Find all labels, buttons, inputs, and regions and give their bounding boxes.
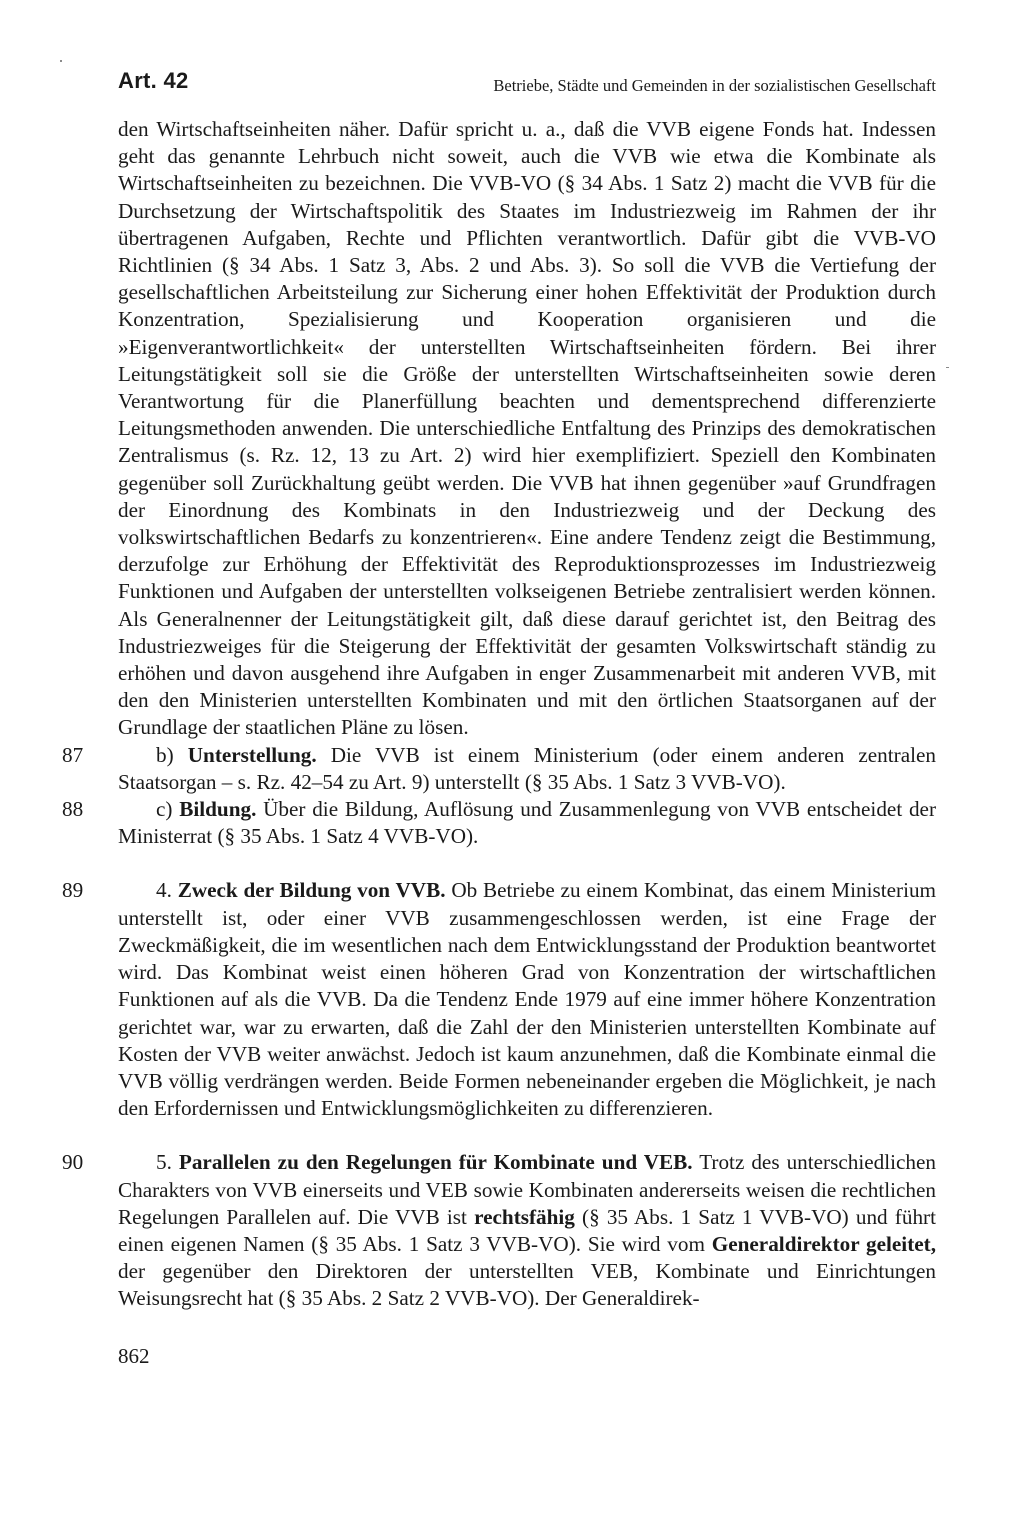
margin-number: 88	[62, 797, 84, 822]
paragraph-text: den Wirtschaftseinheiten näher. Dafür spricht u. a., daß die VVB eigene Fonds hat. Indessen geht das genannte Lehrbuch nicht soweit, auch die VVB wie etwa die Kombinate als Wirtschaftseinheiten zu bezeichnen. Die VVB-VO (§ 34 Abs. 1 Satz 2) macht die VVB für die Durchsetzung der Wirtschaftspolitik des Staates im Industriezweig im Rahmen der ihr übertragenen Aufgaben, Rechte und Pflichten verantwortlich. Dafür gibt die VVB-VO Richtlinien (§ 34 Abs. 1 Satz 3, Abs. 2 und Abs. 3). So soll die VVB die Vertiefung der gesellschaftlichen Arbeitsteilung zur Sicherung einer hohen Effektivität der Produktion durch Konzentration, Spezialisierung und Kooperation organisieren und die »Eigenverantwortlichkeit« der unterstellten Wirtschaftseinheiten fördern. Bei ihrer Leitungstätigkeit soll sie die Größe der unterstellten Wirtschaftseinheiten sowie deren Verantwortung für die Planerfüllung beachten und dementsprechend differenzierte Leitungsmethoden anwenden. Die unterschiedliche Entfaltung des Prinzips des demokratischen Zentralismus (s. Rz. 12, 13 zu Art. 2) wird hier exemplifiziert. Speziell den Kombinaten gegenüber soll Zurückhaltung geübt werden. Die VVB hat ihnen gegenüber »auf Grundfragen der Einordnung des Kombinats in den Industriezweig und der Deckung des volkswirtschaftlichen Bedarfs zu konzentrieren«. Eine andere Tendenz zeigt die Bestimmung, derzufolge zur Erhöhung der Effektivität des Reproduktionsprozesses im Industriezweig Funktionen und Aufgaben der unterstellten volkseigenen Betriebe zentralisiert werden können. Als Generalnenner der Leitungstätigkeit gilt, daß diese darauf gerichtet ist, den Beitrag des Industriezweiges für die Steigerung der Effektivität der gesamten Volkswirtschaft ständig zu erhöhen und davon ausgehend ihre Aufgaben in enger Zusammenarbeit mit anderen VVB, mit den den Ministerien unterstellten Kombinaten und mit den örtlichen Staatsorganen auf der Grundlage der staatlichen Pläne zu lösen.	[118, 117, 936, 740]
margin-number: 90	[62, 1150, 84, 1175]
scan-speck	[60, 60, 62, 62]
paragraph-text	[118, 742, 936, 796]
body-text	[62, 116, 937, 1313]
paragraph-87	[62, 742, 936, 796]
page-header	[118, 68, 936, 104]
paragraph-body: Ob Betriebe zu einem Kombinat, das einem Ministerium unterstellt ist, oder einer VVB zusammengeschlossen werden, ist eine Frage der Zweckmäßigkeit, die im wesentlichen nach dem Entwicklungsstand der Produktion beantwortet wird. Das Kombinat weist einen höheren Grad von Konzentration der wirtschaftlichen Funktionen auf als die VVB. Da die Tendenz Ende 1979 auf eine immer höhere Konzentration gerichtet war, war zu erwarten, daß die Zahl der den Ministerien unterstellten Kombinate auf Kosten der VVB weiter anwächst. Jedoch ist kaum anzunehmen, daß die Kombinate einmal die VVB völlig verdrängen werden. Beide Formen nebeneinander ergeben die Möglichkeit, je nach den Erfordernissen und Entwicklungsmöglichkeiten zu differenzieren.	[118, 878, 937, 1121]
paragraph-text	[118, 796, 936, 850]
paragraph-heading: Zweck der Bildung von VVB.	[177, 878, 446, 903]
section-gap	[118, 1122, 936, 1149]
margin-number: 89	[62, 878, 84, 903]
article-label: Art. 42	[118, 68, 189, 93]
paragraph-body: Trotz des unterschiedlichen Charakters von VVB einerseits und VEB sowie Kombinaten andererseits weisen die rechtlichen Regelungen Parallelen auf. Die VVB ist	[118, 1150, 936, 1229]
paragraph-continuation	[118, 116, 936, 742]
paragraph-lead: c)	[156, 797, 180, 822]
paragraph-text	[118, 1149, 936, 1312]
paragraph-body: Über die Bildung, Auflösung und Zusammenlegung von VVB entscheidet der Ministerrat (§ 35 Abs. 1 Satz 4 VVB-VO).	[118, 797, 936, 849]
paragraph-body: der gegenüber den Direktoren der unterstellten VEB, Kombinate und Einrichtungen Weisungsrecht hat (§ 35 Abs. 2 Satz 2 VVB-VO). Der Generaldirek-	[118, 1259, 936, 1311]
paragraph-90	[62, 1149, 937, 1312]
running-title: Betriebe, Städte und Gemeinden in der sozialistischen Gesellschaft	[493, 76, 936, 95]
paragraph-body: (§ 35 Abs. 1 Satz 1 VVB-VO) und führt einen eigenen Namen (§ 35 Abs. 1 Satz 3 VVB-VO). Sie wird vom	[118, 1204, 936, 1256]
bold-term: rechtsfähig	[474, 1204, 575, 1229]
paragraph-89	[62, 877, 937, 1122]
paragraph-lead: 4.	[156, 878, 178, 903]
paragraph-88	[62, 796, 936, 850]
paragraph-heading: Parallelen zu den Regelungen für Kombinate und VEB.	[178, 1150, 693, 1175]
bold-term: Generaldirektor geleitet,	[711, 1231, 937, 1256]
page-number: 862	[118, 1344, 150, 1368]
paragraph-heading: Unterstellung.	[187, 742, 317, 767]
scan-mark	[946, 367, 949, 368]
margin-number: 87	[62, 742, 84, 767]
paragraph-heading: Bildung.	[179, 797, 257, 822]
paragraph-body: Die VVB ist einem Ministerium (oder einem anderen zentralen Staatsorgan – s. Rz. 42–54 zu Art. 9) unterstellt (§ 35 Abs. 1 Satz 3 VVB-VO).	[118, 742, 936, 794]
paragraph-lead: 5.	[156, 1150, 179, 1175]
section-gap	[118, 850, 936, 877]
paragraph-lead: b)	[156, 742, 188, 767]
paragraph-text	[118, 877, 936, 1122]
